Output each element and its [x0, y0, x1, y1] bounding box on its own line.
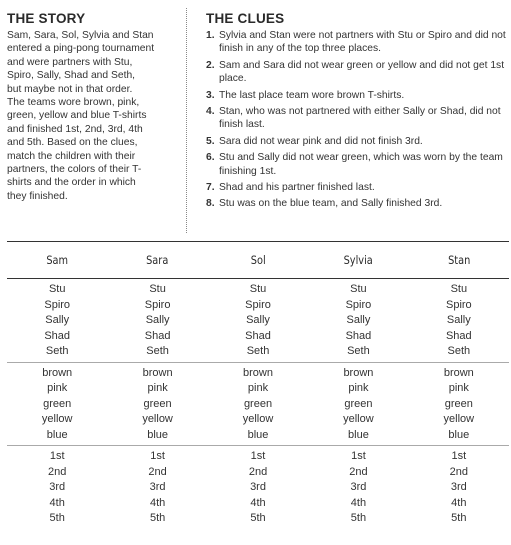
color-option: yellow — [242, 413, 274, 425]
grid-column — [409, 366, 509, 444]
color-option: green — [43, 397, 72, 410]
place-option: 5th — [250, 512, 266, 524]
partner-option: Stu — [450, 283, 468, 295]
partner-option: Shad — [245, 329, 271, 342]
color-option: brown — [243, 366, 273, 379]
partner-option: Shad — [44, 329, 71, 342]
clue-item — [206, 105, 506, 132]
color-option: green — [444, 397, 473, 410]
story-line: Sam, Sara, Sol, Sylvia and Stan — [7, 30, 154, 41]
grid-column — [208, 282, 308, 360]
color-option: green — [143, 397, 172, 410]
place-option: 5th — [350, 512, 367, 524]
place-option: 2nd — [349, 465, 368, 478]
clue-number: 3. — [206, 89, 215, 101]
clue-number: 8. — [206, 198, 215, 210]
color-option: blue — [147, 428, 168, 441]
colors-section — [7, 362, 509, 446]
story-line: The teams wore brown, pink, — [7, 97, 140, 109]
clue-item — [206, 59, 506, 86]
clues-section — [206, 11, 506, 214]
clue-text: Shad and his partner finished last. — [219, 182, 375, 194]
story-line: Spiro, Sally, Shad and Seth, — [7, 70, 136, 82]
story-heading: THE STORY — [7, 11, 86, 26]
color-option: green — [344, 397, 373, 410]
partner-option: Seth — [347, 345, 370, 357]
place-option: 4th — [149, 496, 166, 509]
clue-list — [206, 29, 506, 211]
place-option: 5th — [49, 512, 65, 524]
partner-option: Shad — [144, 329, 171, 342]
grid-column — [208, 366, 308, 444]
column-divider — [186, 8, 187, 233]
partner-option: Sally — [246, 314, 270, 326]
grid-column — [107, 449, 207, 527]
grid-column — [409, 449, 509, 527]
color-option: yellow — [142, 413, 173, 425]
partner-option: Sally — [446, 314, 471, 326]
grid-column — [107, 282, 207, 360]
grid-column — [7, 282, 107, 360]
color-option: pink — [247, 382, 269, 394]
clue-number: 1. — [206, 30, 215, 41]
partner-option: Seth — [45, 345, 69, 357]
place-option: 4th — [49, 496, 65, 509]
grid-column — [7, 366, 107, 444]
clue-text: Stan, who was not partnered with either Sally or Shad, did not finish last. — [219, 106, 501, 131]
color-option: pink — [47, 382, 68, 394]
color-option: yellow — [41, 413, 73, 425]
color-option: pink — [448, 382, 469, 394]
color-option: brown — [42, 366, 73, 379]
partner-option: Shad — [445, 329, 472, 342]
clue-number: 2. — [206, 59, 215, 71]
place-option: 3rd — [350, 481, 367, 493]
story-line: match the children with their — [7, 150, 136, 162]
partner-option: Spiro — [345, 298, 372, 311]
place-option: 1st — [49, 450, 65, 462]
partner-option: Spiro — [245, 298, 271, 311]
clue-item — [206, 151, 506, 178]
place-option: 2nd — [248, 465, 268, 478]
color-option: blue — [448, 428, 470, 441]
grid-column — [107, 366, 207, 444]
place-option: 3rd — [450, 481, 467, 493]
color-option: brown — [142, 366, 173, 379]
story-line: and finished 1st, 2nd, 3rd, 4th — [7, 123, 143, 135]
place-option: 5th — [149, 512, 166, 524]
color-option: pink — [147, 382, 168, 394]
place-option: 5th — [451, 512, 467, 524]
clue-number: 7. — [206, 182, 215, 194]
color-option: yellow — [343, 413, 374, 425]
place-option: 1st — [150, 450, 165, 462]
partner-option: Sally — [346, 314, 371, 326]
clue-text: Sylvia and Stan were not partners with Stu or Spiro and did not finish in any of the top three places. — [219, 30, 506, 55]
color-option: brown — [443, 366, 474, 379]
place-option: 4th — [250, 496, 266, 509]
column-header-sol: Sol — [250, 253, 266, 267]
grid-column — [308, 282, 408, 360]
color-option: pink — [348, 382, 369, 394]
color-option: blue — [348, 428, 369, 441]
partner-option: Stu — [350, 283, 367, 295]
color-option: brown — [343, 366, 374, 379]
partner-option: Sally — [145, 314, 170, 326]
story-line: they finished. — [7, 190, 68, 202]
story-line: entered a ping-pong tournament — [7, 43, 155, 55]
clue-item — [206, 89, 506, 102]
place-option: 3rd — [49, 481, 66, 493]
logic-grid — [7, 241, 509, 529]
place-option: 4th — [350, 496, 367, 509]
clues-heading: THE CLUES — [206, 11, 285, 26]
partner-option: Shad — [345, 329, 372, 342]
partner-option: Spiro — [144, 298, 171, 311]
clue-item — [206, 197, 506, 210]
grid-column — [308, 366, 408, 444]
partner-option: Seth — [246, 345, 270, 357]
clue-item — [206, 135, 506, 148]
clue-number: 6. — [206, 152, 215, 164]
place-option: 1st — [250, 450, 266, 462]
clue-text: Stu was on the blue team, and Sally finished 3rd. — [219, 198, 443, 210]
clue-number: 5. — [206, 135, 215, 147]
clue-text: Stu and Sally did not wear green, which was worn by the team finishing 1st. — [219, 152, 503, 177]
color-option: blue — [46, 428, 68, 441]
story-line: partners, the colors of their T- — [7, 164, 142, 176]
place-option: 3rd — [149, 481, 166, 493]
partners-section — [7, 279, 509, 362]
story-text — [7, 29, 182, 203]
story-line: green, yellow and blue T-shirts — [7, 110, 147, 122]
clue-number: 4. — [206, 106, 215, 118]
grid-column — [7, 449, 107, 527]
color-option: blue — [247, 428, 269, 441]
partner-option: Seth — [146, 345, 169, 357]
story-line: but maybe not in that order. — [7, 83, 133, 95]
partner-option: Spiro — [44, 298, 71, 311]
clue-text: Sara did not wear pink and did not finish 3rd. — [219, 135, 423, 147]
clue-text: Sam and Sara did not wear green or yellow and did not get 1st place. — [219, 59, 505, 85]
column-header-sam: Sam — [46, 253, 69, 267]
place-option: 2nd — [449, 465, 468, 478]
partner-option: Stu — [249, 283, 267, 295]
grid-header-row — [7, 242, 509, 279]
clue-text: The last place team wore brown T-shirts. — [219, 89, 405, 101]
place-option: 3rd — [250, 481, 266, 493]
partner-option: Stu — [48, 283, 66, 295]
column-header-sylvia: Sylvia — [343, 253, 374, 267]
partner-option: Stu — [149, 283, 166, 295]
places-section — [7, 445, 509, 529]
place-option: 1st — [451, 450, 467, 462]
grid-column — [208, 449, 308, 527]
color-option: yellow — [443, 413, 475, 425]
color-option: green — [243, 397, 273, 410]
story-line: and 5th. Based on the clues, — [7, 137, 138, 149]
column-header-sara: Sara — [146, 253, 169, 267]
story-line: and were partners with Stu, — [7, 56, 133, 68]
place-option: 1st — [351, 450, 366, 462]
clue-item — [206, 181, 506, 194]
clue-item — [206, 29, 506, 56]
column-header-stan: Stan — [447, 253, 470, 267]
place-option: 2nd — [148, 465, 167, 478]
place-option: 4th — [451, 496, 467, 509]
story-section — [7, 11, 182, 203]
grid-column — [409, 282, 509, 360]
partner-option: Sally — [45, 314, 70, 326]
grid-column — [308, 449, 408, 527]
story-line: shirts and the order in which — [7, 177, 136, 189]
partner-option: Spiro — [445, 298, 472, 311]
partner-option: Seth — [447, 345, 471, 357]
place-option: 2nd — [48, 465, 67, 478]
